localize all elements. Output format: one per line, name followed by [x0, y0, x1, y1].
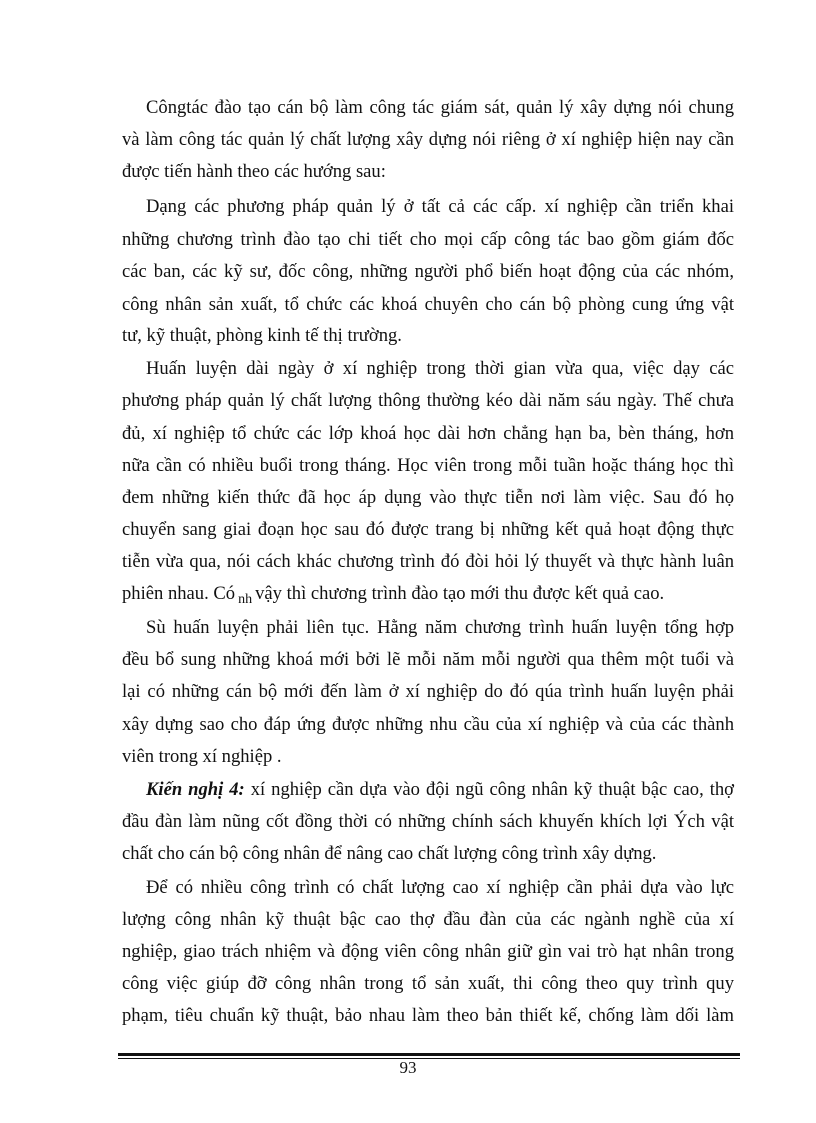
text-line: phạm, tiêu chuẩn kỹ thuật, bảo nhau làm theo bản thiết kế, chống làm dối làm	[122, 1005, 734, 1026]
text-fragment: vậy thì chương trình đào tạo mới thu được kết quả cao.	[255, 583, 665, 604]
text-fragment: xí nghiệp cần dựa vào đội ngũ công nhân kỹ thuật bậc cao, thợ	[250, 779, 734, 800]
page-number: 93	[399, 1058, 417, 1077]
text-line: chuyển sang giai đoạn học sau đó được trang bị những kết quả hoạt động thực	[122, 519, 734, 540]
text-line: tư, kỹ thuật, phòng kinh tế thị trường.	[122, 325, 402, 346]
text-line: chất cho cán bộ công nhân để nâng cao chất lượng công trình xây dựng.	[122, 843, 657, 864]
text-line: đầu đàn làm nũng cốt đồng thời có những chính sách khuyến khích lợi Ých vật	[122, 811, 734, 832]
text-line: công nhân sản xuất, tổ chức các khoá chuyên cho cán bộ phòng cung ứng vật	[122, 294, 734, 315]
text-line: tiễn vừa qua, nói cách khác chương trình đó đòi hỏi lý thuyết và thực hành luân	[122, 551, 734, 572]
text-line: Huấn luyện dài ngày ở xí nghiệp trong thời gian vừa qua, việc dạy các	[146, 358, 734, 379]
subscript-text: nh	[238, 592, 253, 607]
text-line: lại có những cán bộ mới đến làm ở xí nghiệp do đó qúa trình huấn luyện phải	[122, 681, 734, 702]
text-fragment: phiên nhau. Có	[122, 583, 236, 604]
text-line-phien	[0, 582, 734, 608]
kien-nghi-label: Kiến nghị 4:	[146, 779, 245, 800]
text-line: lượng công nhân kỹ thuật bậc cao thợ đầu đàn của các ngành nghề của xí	[122, 909, 734, 930]
text-line-kien-nghi	[0, 778, 734, 802]
text-line: viên trong xí nghiệp .	[122, 746, 282, 767]
text-line: phương pháp quản lý chất lượng thông thường kéo dài năm sáu ngày. Thế chưa	[122, 390, 734, 411]
text-line: nghiệp, giao trách nhiệm và động viên công nhân giữ gìn vai trò hạt nhân trong	[122, 941, 734, 962]
text-line: Để có nhiều công trình có chất lượng cao xí nghiệp cần phải dựa vào lực	[146, 877, 734, 898]
text-line: đem những kiến thức đã học áp dụng vào thực tiễn nơi làm việc. Sau đó họ	[122, 487, 734, 508]
text-line: nữa cần có nhiều buổi trong tháng. Học viên trong mỗi tuần hoặc tháng học thì	[122, 455, 734, 476]
text-line: các ban, các kỹ sư, đốc công, những người phổ biến hoạt động của các nhóm,	[122, 261, 734, 282]
text-line: những chương trình đào tạo chi tiết cho mọi cấp công tác bao gồm giám đốc	[122, 229, 734, 250]
text-line: đủ, xí nghiệp tổ chức các lớp khoá học dài hơn chẳng hạn ba, bèn tháng, hơn	[122, 423, 734, 444]
text-line: đều bổ sung những khoá mới bởi lẽ mỗi năm mỗi người qua thêm một tuổi và	[122, 649, 734, 670]
text-line: Dạng các phương pháp quản lý ở tất cả các cấp. xí nghiệp cần triển khai	[146, 196, 734, 217]
text-line: công việc giúp đỡ công nhân trong tổ sản xuất, thi công theo quy trình quy	[122, 973, 734, 994]
text-line: xây dựng sao cho đáp ứng được những nhu cầu của xí nghiệp và của các thành	[122, 714, 734, 735]
text-line: và làm công tác quản lý chất lượng xây dựng nói riêng ở xí nghiệp hiện nay cần	[122, 129, 734, 150]
text-line: Sù huấn luyện phải liên tục. Hằng năm chương trình huấn luyện tổng hợp	[146, 617, 734, 638]
text-line: Côngtác đào tạo cán bộ làm công tác giám sát, quản lý xây dựng nói chung	[146, 97, 734, 118]
text-line: được tiến hành theo các hướng sau:	[122, 161, 386, 182]
